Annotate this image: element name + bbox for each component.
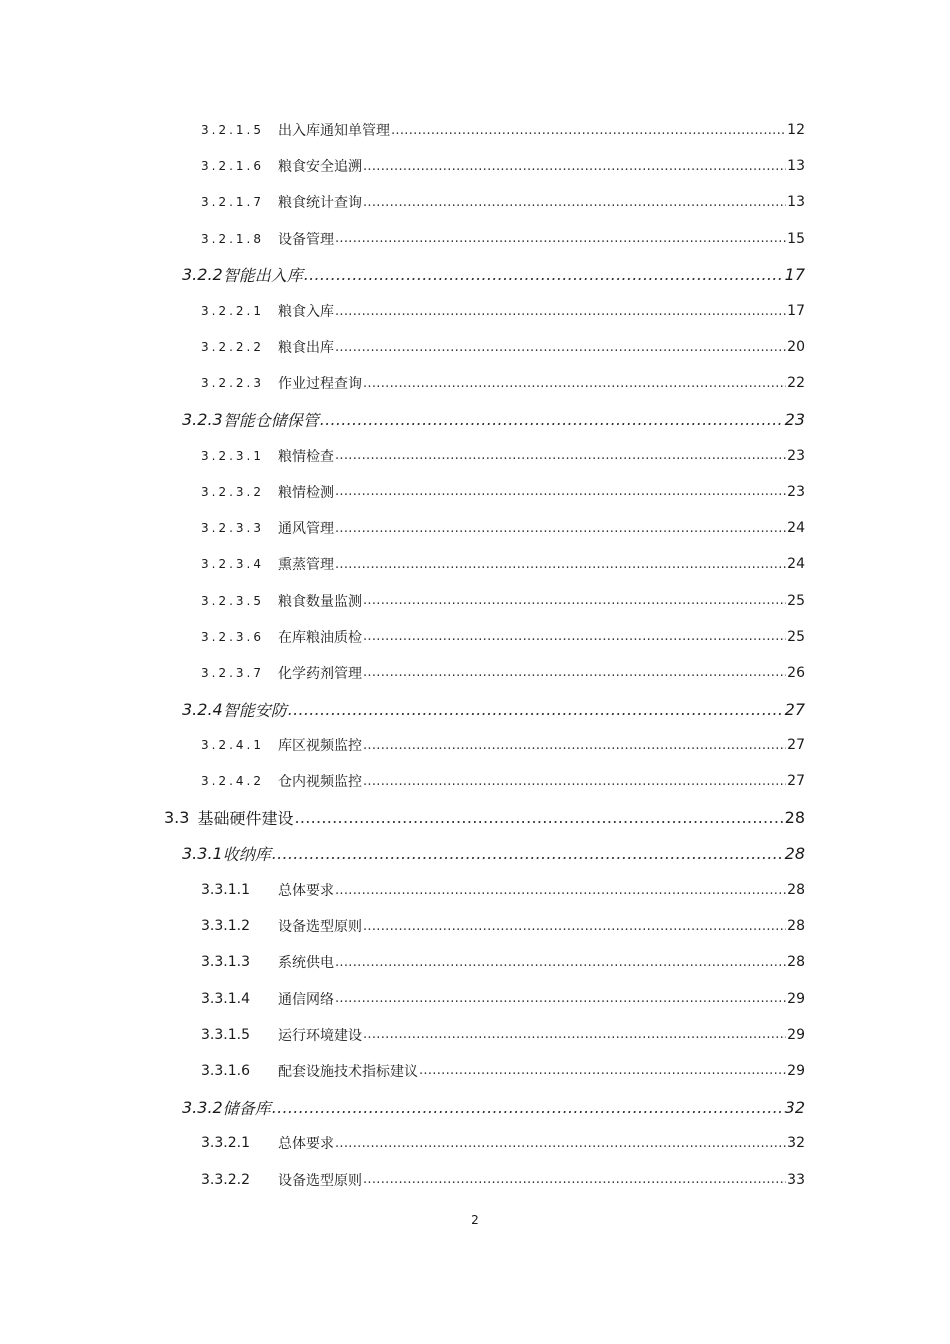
dot-leader: [363, 1172, 786, 1187]
toc-entry-page: 20: [787, 339, 805, 356]
toc-entry-number: 3.2.2: [182, 265, 223, 285]
toc-entry-number: 3.2.4.1: [201, 738, 264, 753]
toc-entry-number: 3.2.3.3: [201, 521, 264, 536]
dot-leader: [363, 593, 786, 608]
toc-entry-title: 收纳库: [222, 845, 271, 865]
toc-entry[interactable]: [0, 1089, 950, 1125]
toc-entry-number: 3.3.1.3: [201, 954, 250, 971]
toc-entry-title: 储备库: [222, 1098, 271, 1118]
toc-entry-title: 作业过程查询: [278, 376, 362, 393]
dot-leader: [335, 955, 786, 970]
dot-leader: [363, 376, 786, 391]
dot-leader: [363, 665, 786, 680]
toc-entry-page: 32: [784, 1097, 805, 1117]
toc-entry[interactable]: [0, 1017, 950, 1053]
toc-entry-page: 23: [784, 410, 805, 430]
toc-entry[interactable]: [0, 763, 950, 799]
toc-entry[interactable]: [0, 981, 950, 1017]
toc-entry-page: 17: [787, 303, 805, 320]
dot-leader: [335, 557, 786, 572]
toc-entry-page: 28: [787, 882, 805, 899]
toc-entry-number: 3.2.3.2: [201, 484, 264, 499]
toc-entry-title: 粮食数量监测: [278, 593, 362, 610]
toc-entry-title: 粮食出库: [278, 340, 334, 357]
toc-entry-title: 粮食统计查询: [278, 195, 362, 212]
toc-entry-page: 28: [784, 808, 805, 828]
toc-entry-title: 智能仓储保管: [222, 411, 319, 431]
dot-leader: [335, 340, 786, 355]
toc-entry[interactable]: [0, 510, 950, 546]
toc-entry[interactable]: [0, 438, 950, 474]
toc-entry-title: 化学药剂管理: [278, 665, 362, 682]
toc-entry[interactable]: [0, 872, 950, 908]
toc-entry-title: 总体要求: [278, 883, 334, 900]
toc-entry-number: 3.3.1.5: [201, 1026, 250, 1043]
toc-entry-title: 系统供电: [278, 955, 334, 972]
toc-entry[interactable]: [0, 1161, 950, 1197]
toc-entry[interactable]: [0, 148, 950, 184]
dot-leader: [363, 629, 786, 644]
toc-entry[interactable]: [0, 221, 950, 257]
table-of-contents: [0, 112, 950, 1198]
toc-entry-number: 3.2.2.3: [201, 376, 264, 391]
toc-entry-title: 出入库通知单管理: [278, 123, 390, 140]
dot-leader: [304, 265, 784, 284]
toc-entry-number: 3.2.2.1: [201, 304, 264, 319]
toc-entry[interactable]: [0, 112, 950, 148]
toc-entry[interactable]: [0, 402, 950, 438]
page-number: 2: [471, 1213, 479, 1227]
toc-entry-title: 通信网络: [278, 991, 334, 1008]
toc-entry-page: 27: [784, 699, 805, 719]
toc-entry-page: 24: [787, 520, 805, 537]
toc-entry[interactable]: [0, 800, 950, 836]
toc-entry[interactable]: [0, 908, 950, 944]
toc-entry-title: 在库粮油质检: [278, 629, 362, 646]
toc-entry-number: 3.2.3.1: [201, 448, 264, 463]
toc-entry-page: 24: [787, 556, 805, 573]
toc-entry-title: 运行环境建设: [278, 1027, 362, 1044]
toc-entry-page: 28: [787, 918, 805, 935]
toc-entry-page: 26: [787, 664, 805, 681]
toc-entry[interactable]: [0, 944, 950, 980]
dot-leader: [363, 159, 786, 174]
toc-entry[interactable]: [0, 184, 950, 220]
toc-entry-page: 29: [787, 990, 805, 1007]
toc-entry-number: 3.2.3.5: [201, 593, 264, 608]
dot-leader: [419, 1063, 786, 1078]
toc-entry-title: 通风管理: [278, 521, 334, 538]
toc-entry-title: 智能安防: [222, 700, 287, 720]
dot-leader: [288, 700, 784, 719]
dot-leader: [294, 808, 783, 827]
toc-entry-number: 3.2.2.2: [201, 340, 264, 355]
toc-entry-page: 22: [787, 375, 805, 392]
toc-entry-number: 3.2.1.7: [201, 195, 264, 210]
toc-entry[interactable]: [0, 546, 950, 582]
toc-entry-page: 33: [787, 1171, 805, 1188]
toc-entry[interactable]: [0, 329, 950, 365]
toc-entry-title: 智能出入库: [222, 266, 303, 286]
dot-leader: [320, 410, 784, 429]
toc-entry-number: 3.2.3.4: [201, 557, 264, 572]
dot-leader: [335, 484, 786, 499]
toc-entry-page: 17: [784, 265, 805, 285]
dot-leader: [335, 231, 786, 246]
toc-entry[interactable]: [0, 474, 950, 510]
toc-entry-number: 3.3.2.1: [201, 1135, 250, 1152]
dot-leader: [335, 883, 786, 898]
toc-entry[interactable]: [0, 582, 950, 618]
toc-entry-number: 3.2.1.8: [201, 231, 264, 246]
toc-entry-page: 12: [787, 122, 805, 139]
dot-leader: [335, 991, 786, 1006]
toc-entry-title: 设备管理: [278, 231, 334, 248]
toc-entry[interactable]: [0, 293, 950, 329]
dot-leader: [391, 123, 786, 138]
dot-leader: [363, 195, 786, 210]
dot-leader: [335, 1136, 786, 1151]
toc-entry-number: 3.3: [164, 808, 190, 828]
toc-entry-number: 3.3.2.2: [201, 1171, 250, 1188]
toc-entry[interactable]: [0, 655, 950, 691]
dot-leader: [272, 844, 784, 863]
dot-leader: [363, 774, 786, 789]
toc-entry-title: 库区视频监控: [278, 738, 362, 755]
toc-entry-number: 3.2.3.7: [201, 665, 264, 680]
toc-entry-page: 13: [787, 158, 805, 175]
toc-entry[interactable]: [0, 1125, 950, 1161]
toc-entry-number: 3.3.1.6: [201, 1062, 250, 1079]
toc-entry-number: 3.3.1: [182, 844, 223, 864]
toc-entry-number: 3.2.1.6: [201, 159, 264, 174]
toc-entry-page: 25: [787, 628, 805, 645]
toc-entry-number: 3.3.1.1: [201, 882, 250, 899]
toc-entry-title: 熏蒸管理: [278, 557, 334, 574]
toc-entry[interactable]: [0, 727, 950, 763]
toc-entry[interactable]: [0, 691, 950, 727]
dot-leader: [272, 1098, 784, 1117]
toc-entry-page: 28: [787, 954, 805, 971]
toc-entry-title: 粮食安全追溯: [278, 159, 362, 176]
toc-entry-number: 3.3.1.2: [201, 918, 250, 935]
toc-entry-title: 粮情检测: [278, 484, 334, 501]
toc-entry-page: 29: [787, 1062, 805, 1079]
toc-entry-title: 粮情检查: [278, 448, 334, 465]
dot-leader: [335, 448, 786, 463]
toc-entry-title: 仓内视频监控: [278, 774, 362, 791]
toc-entry-number: 3.2.4.2: [201, 774, 264, 789]
toc-entry-page: 23: [787, 483, 805, 500]
toc-entry-number: 3.2.1.5: [201, 123, 264, 138]
dot-leader: [363, 1027, 786, 1042]
toc-entry[interactable]: [0, 836, 950, 872]
toc-entry-number: 3.3.1.4: [201, 990, 250, 1007]
toc-entry-title: 基础硬件建设: [197, 809, 294, 829]
toc-entry[interactable]: [0, 619, 950, 655]
toc-entry-page: 23: [787, 447, 805, 464]
dot-leader: [363, 738, 786, 753]
toc-entry-page: 29: [787, 1026, 805, 1043]
toc-entry[interactable]: [0, 1053, 950, 1089]
toc-entry-title: 总体要求: [278, 1136, 334, 1153]
toc-entry-number: 3.2.3: [182, 410, 223, 430]
toc-entry[interactable]: [0, 365, 950, 401]
toc-entry-number: 3.2.4: [182, 699, 223, 719]
toc-entry-page: 25: [787, 592, 805, 609]
toc-entry-title: 设备选型原则: [278, 1172, 362, 1189]
toc-entry[interactable]: [0, 257, 950, 293]
dot-leader: [335, 304, 786, 319]
toc-entry-page: 13: [787, 194, 805, 211]
toc-entry-page: 27: [787, 737, 805, 754]
toc-entry-page: 15: [787, 230, 805, 247]
dot-leader: [363, 919, 786, 934]
toc-entry-number: 3.3.2: [182, 1097, 223, 1117]
toc-entry-page: 32: [787, 1135, 805, 1152]
toc-entry-page: 28: [784, 844, 805, 864]
toc-entry-title: 粮食入库: [278, 304, 334, 321]
toc-entry-title: 配套设施技术指标建议: [278, 1063, 418, 1080]
dot-leader: [335, 521, 786, 536]
toc-entry-number: 3.2.3.6: [201, 629, 264, 644]
toc-entry-title: 设备选型原则: [278, 919, 362, 936]
toc-entry-page: 27: [787, 773, 805, 790]
